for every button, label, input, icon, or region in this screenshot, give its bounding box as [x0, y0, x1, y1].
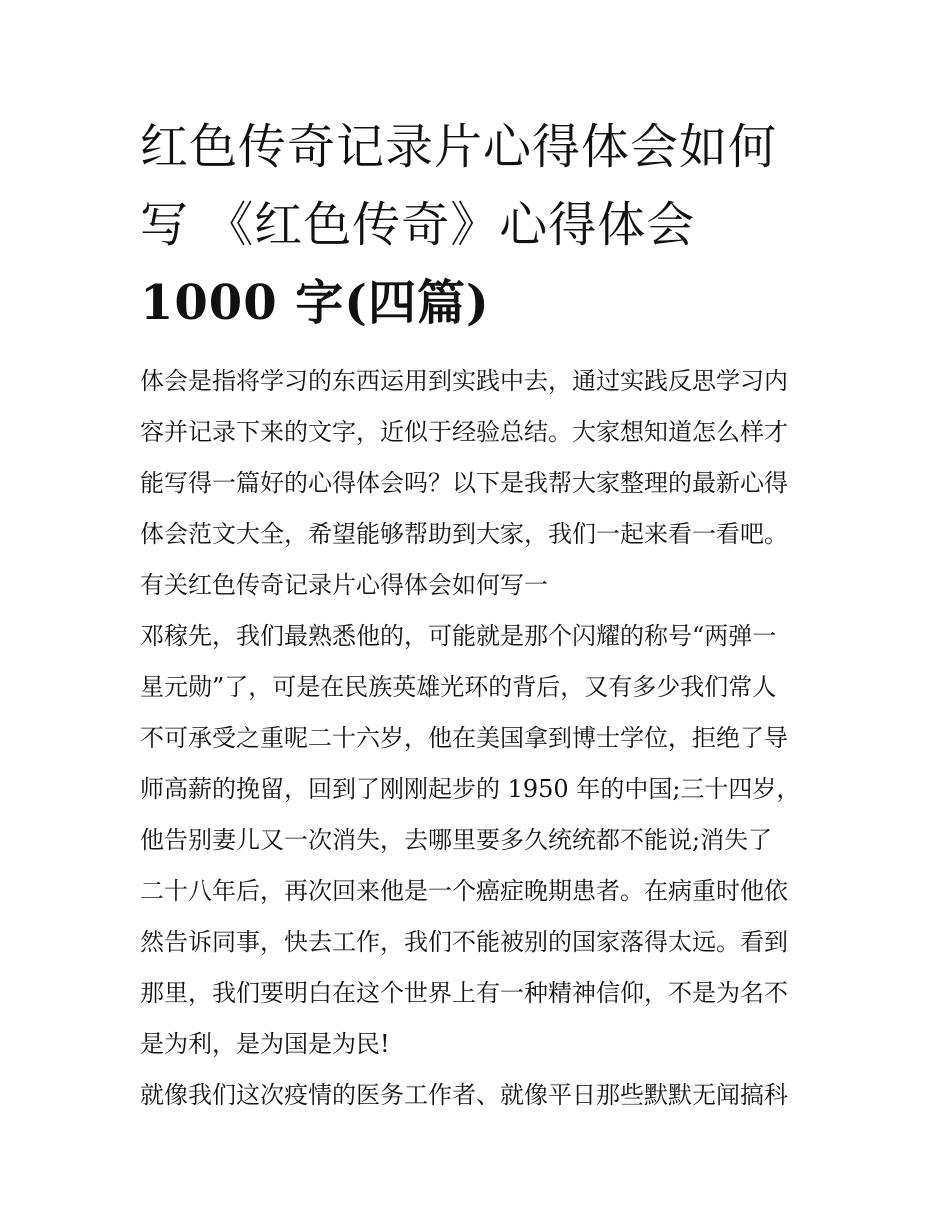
body-line-13: 那里，我们要明白在这个世界上有一种精神信仰，不是为名不 — [140, 979, 788, 1007]
body-line-1: 体会是指将学习的东西运用到实践中去，通过实践反思学习内 — [140, 367, 788, 395]
body-line-8: 不可承受之重呢二十六岁，他在美国拿到博士学位，拒绝了导 — [140, 724, 788, 752]
body-line-10: 他告别妻儿又一次消失，去哪里要多久统统都不能说;消失了 — [140, 826, 773, 854]
document-body — [140, 356, 820, 1121]
body-line-3: 能写得一篇好的心得体会吗？以下是我帮大家整理的最新心得 — [140, 469, 788, 497]
body-line-12: 然告诉同事，快去工作，我们不能被别的国家落得太远。看到 — [140, 928, 788, 956]
body-line-4: 体会范文大全，希望能够帮助到大家，我们一起来看一看吧。 — [140, 520, 788, 548]
body-line-11: 二十八年后，再次回来他是一个癌症晚期患者。在病重时他依 — [140, 877, 788, 905]
body-line-6: 邓稼先，我们最熟悉他的，可能就是那个闪耀的称号“两弹一 — [140, 622, 777, 650]
document-title — [140, 108, 820, 342]
title-line-1: 红色传奇记录片心得体会如何 — [140, 119, 778, 175]
body-line-2: 容并记录下来的文字，近似于经验总结。大家想知道怎么样才 — [140, 418, 788, 446]
body-line-5: 有关红色传奇记录片心得体会如何写一 — [140, 571, 548, 599]
body-line-7: 星元勋”了，可是在民族英雄光环的背后，又有多少我们常人 — [140, 673, 777, 701]
body-line-14: 是为利，是为国是为民! — [140, 1030, 390, 1058]
body-line-15: 就像我们这次疫情的医务工作者、就像平日那些默默无闻搞科 — [140, 1081, 788, 1109]
body-line-9: 师高薪的挽留，回到了刚刚起步的 1950 年的中国;三十四岁， — [140, 775, 801, 803]
title-line-2: 写 《红色传奇》心得体会 — [140, 197, 696, 253]
title-line-3: 1000 字(四篇) — [140, 275, 490, 331]
